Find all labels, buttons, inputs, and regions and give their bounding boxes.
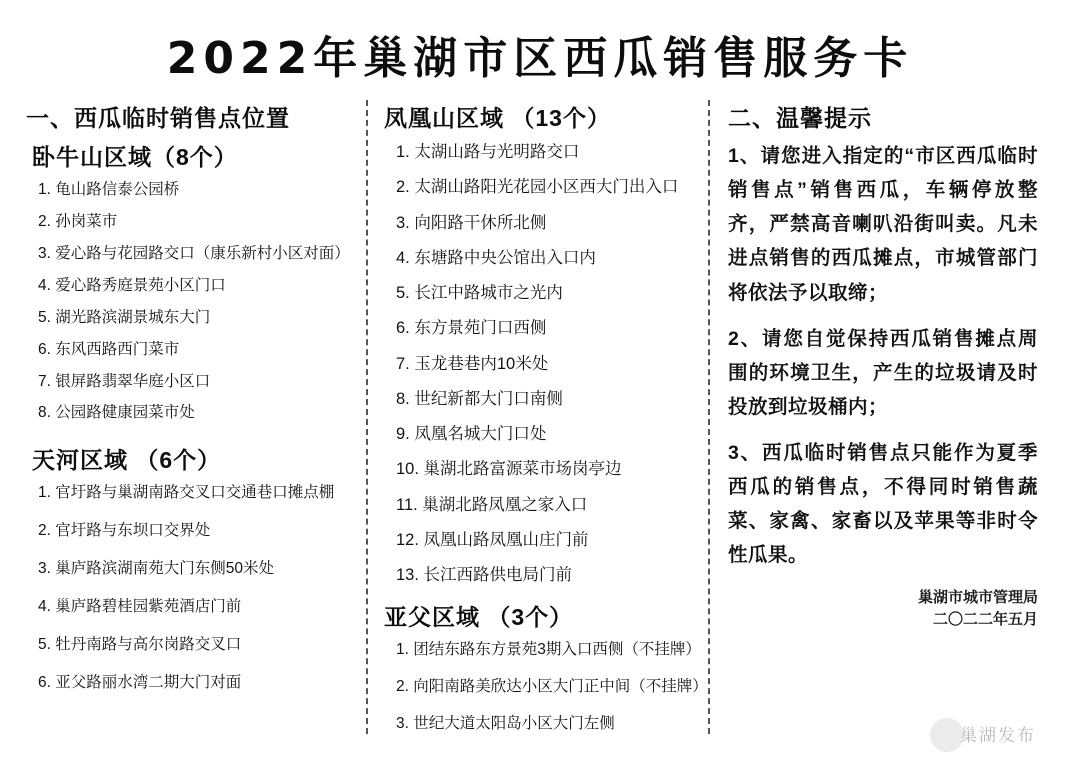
list-item: 7. 银屏路翡翠华庭小区口 bbox=[38, 372, 211, 390]
list-item: 5. 长江中路城市之光内 bbox=[396, 284, 563, 303]
list-item: 1. 太湖山路与光明路交口 bbox=[396, 143, 580, 161]
tip-item: 3、西瓜临时销售点只能作为夏季西瓜的销售点，不得同时销售蔬菜、家禽、家畜以及苹果等非时令性瓜果。 bbox=[728, 442, 1038, 567]
list-item: 3. 巢庐路滨湖南苑大门东侧50米处 bbox=[38, 560, 274, 578]
area-list-tianhe bbox=[26, 483, 352, 694]
section-two-heading: 二、温馨提示 bbox=[728, 105, 872, 131]
list-item: 8. 公园路健康园菜市处 bbox=[38, 404, 195, 422]
list-item: 11. 巢湖北路凤凰之家入口 bbox=[396, 495, 588, 514]
page-title: 2022年巢湖市区西瓜销售服务卡 bbox=[166, 33, 914, 84]
list-item: 2. 孙岗菜市 bbox=[38, 212, 118, 230]
list-item: 3. 爱心路与花园路交口（康乐新村小区对面） bbox=[38, 244, 350, 262]
section-one-heading: 一、西瓜临时销售点位置 bbox=[26, 105, 290, 131]
list-item: 5. 湖光路滨湖景城东大门 bbox=[38, 308, 211, 326]
list-item: 8. 世纪新都大门口南侧 bbox=[396, 389, 563, 408]
content-columns bbox=[26, 100, 1054, 740]
list-item: 1. 团结东路东方景苑3期入口西侧（不挂牌） bbox=[396, 641, 701, 659]
list-item: 13. 长江西路供电局门前 bbox=[396, 566, 573, 585]
area-list-yafu bbox=[384, 640, 708, 735]
watermark-text: 巢湖发布 bbox=[960, 726, 1036, 745]
area-heading-woniushan: 卧牛山区域（8个） bbox=[32, 144, 238, 170]
tip-item: 1、请您进入指定的“市区西瓜临时销售点”销售西瓜，车辆停放整齐，严禁高音喇叭沿街叫卖。凡未进点销售的西瓜摊点，市城管部门将依法予以取缔； bbox=[728, 145, 1038, 304]
tips-list bbox=[728, 139, 1038, 573]
column-left bbox=[26, 100, 366, 740]
list-item: 7. 玉龙巷巷内10米处 bbox=[396, 354, 549, 373]
list-item: 10. 巢湖北路富源菜市场岗亭边 bbox=[396, 460, 622, 479]
list-item: 12. 凤凰山路凤凰山庄门前 bbox=[396, 530, 589, 549]
list-item: 3. 世纪大道太阳岛小区大门左侧 bbox=[396, 715, 615, 733]
list-item: 4. 爱心路秀庭景苑小区门口 bbox=[38, 276, 226, 294]
column-middle bbox=[366, 100, 708, 740]
tip-item: 2、请您自觉保持西瓜销售摊点周围的环境卫生，产生的垃圾请及时投放到垃圾桶内； bbox=[728, 327, 1038, 418]
list-item: 1. 官圩路与巢湖南路交叉口交通巷口摊点棚 bbox=[38, 484, 335, 502]
column-right bbox=[708, 100, 1038, 740]
list-item: 2. 向阳南路美欣达小区大门正中间（不挂牌） bbox=[396, 678, 708, 696]
area-list-fenghuangshan bbox=[384, 141, 694, 586]
list-item: 5. 牡丹南路与高尔岗路交叉口 bbox=[38, 636, 242, 654]
list-item: 6. 东风西路西门菜市 bbox=[38, 340, 180, 358]
list-item: 1. 龟山路信泰公园桥 bbox=[38, 181, 180, 198]
list-item: 6. 亚父路丽水湾二期大门对面 bbox=[38, 673, 242, 691]
area-list-woniushan bbox=[26, 180, 352, 424]
signature-org: 巢湖市城市管理局 bbox=[917, 588, 1038, 606]
list-item: 9. 凤凰名城大门口处 bbox=[396, 425, 547, 444]
list-item: 2. 太湖山路阳光花园小区西大门出入口 bbox=[396, 178, 679, 197]
signature bbox=[728, 587, 1038, 632]
watermark-circle bbox=[930, 718, 964, 752]
list-item: 2. 官圩路与东坝口交界处 bbox=[38, 522, 211, 540]
list-item: 6. 东方景苑门口西侧 bbox=[396, 319, 547, 338]
list-item: 4. 东塘路中央公馆出入口内 bbox=[396, 248, 596, 267]
area-heading-tianhe: 天河区域 （6个） bbox=[32, 447, 222, 474]
area-heading-fenghuangshan: 凤凰山区域 （13个） bbox=[384, 105, 611, 131]
area-heading-yafu: 亚父区域 （3个） bbox=[384, 604, 574, 631]
signature-date: 二〇二二年五月 bbox=[932, 611, 1038, 628]
list-item: 3. 向阳路干休所北侧 bbox=[396, 213, 547, 232]
list-item: 4. 巢庐路碧桂园紫苑酒店门前 bbox=[38, 598, 242, 616]
